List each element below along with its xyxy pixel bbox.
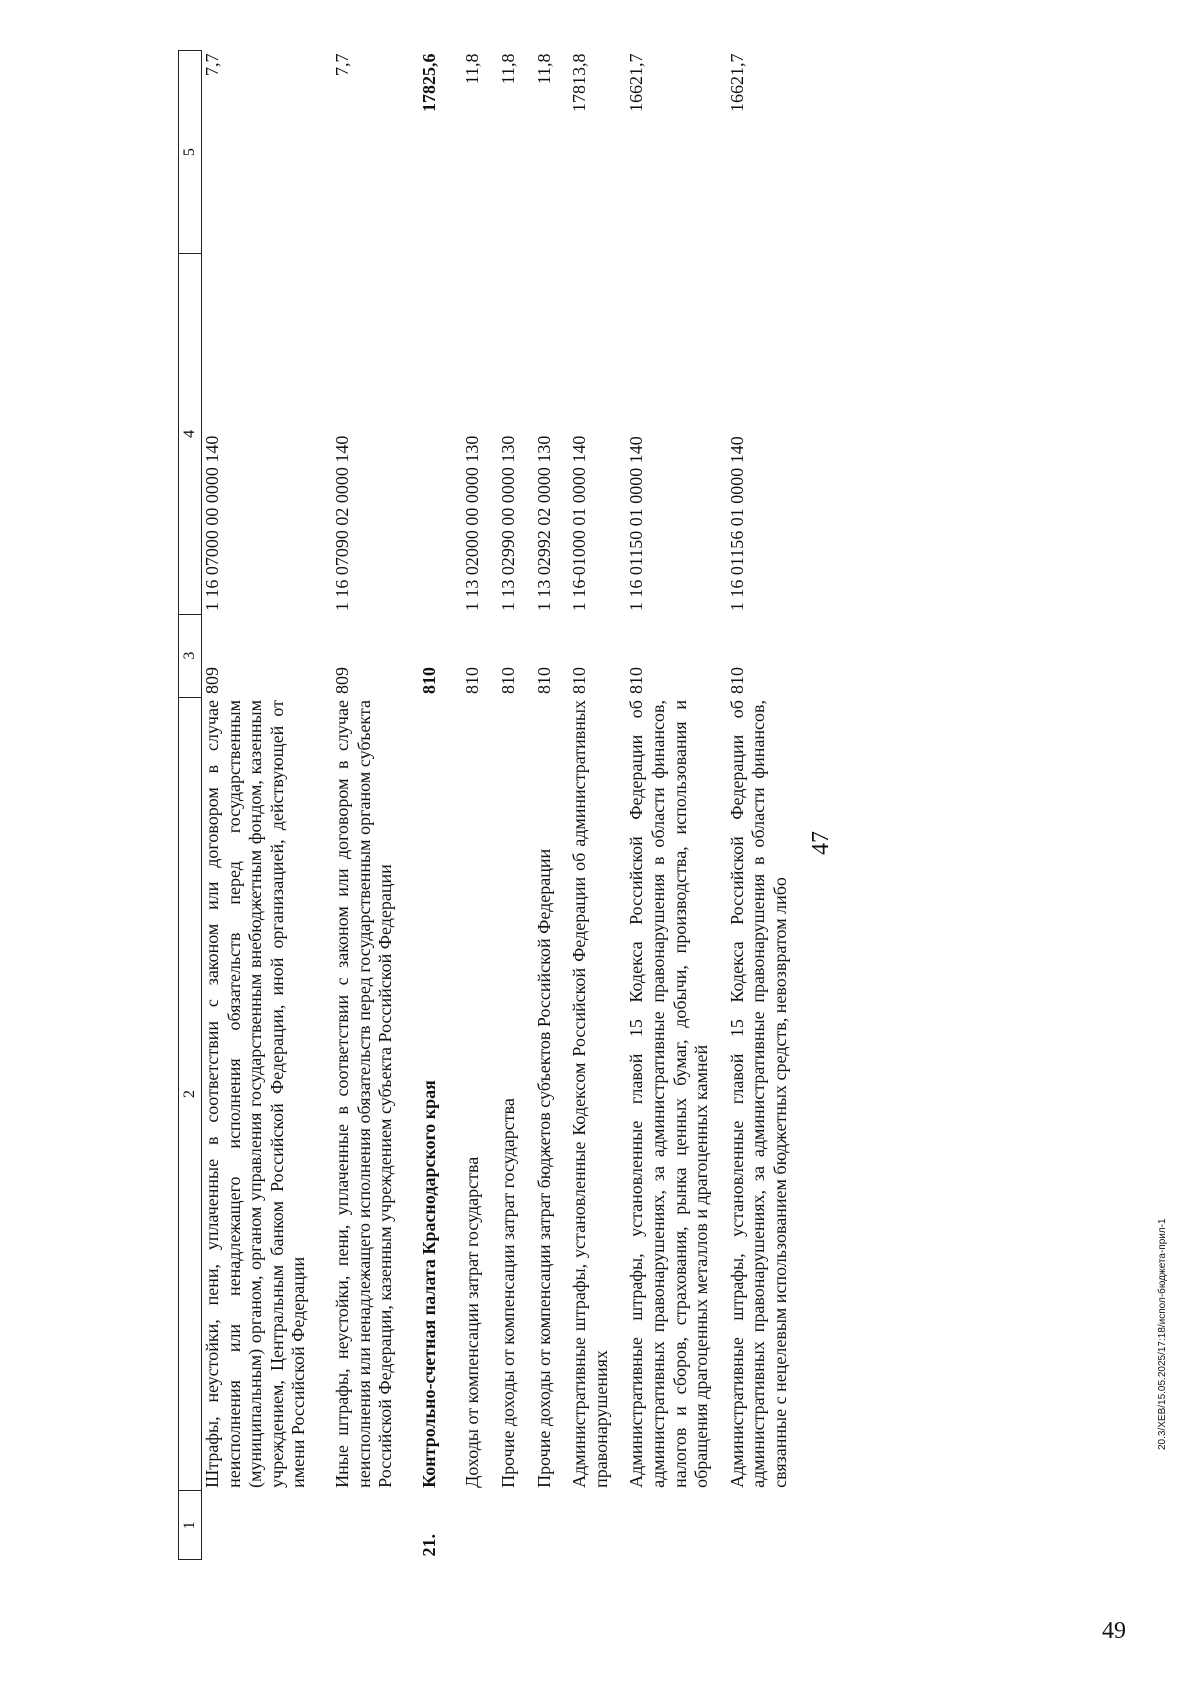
- budget-code-cell: 1 16 07090 02 0000 140: [331, 435, 352, 612]
- table-row: [498, 51, 520, 1560]
- footer-code: [1157, 1218, 1168, 1460]
- admin-code-cell: 809: [331, 667, 352, 695]
- budget-code-cell: 1 13 02992 02 0000 130: [533, 435, 554, 612]
- description-cell: Административные штрафы, установленные главой 15 Кодекса Российской Федерации об административных правонарушениях, за административные правонарушения в области финансов, налогов и сборов, страхования, рынка ценных бумаг, добычи, производства, использования и обращения драгоценных металлов и драгоценных камней: [626, 700, 712, 1488]
- amount-cell: 11,8: [462, 53, 483, 85]
- row-spacer: [520, 51, 534, 1560]
- row-spacer: [397, 51, 419, 1560]
- row-number-cell: [498, 1491, 520, 1560]
- table-row: [534, 51, 556, 1560]
- row-spacer: [713, 51, 727, 1560]
- row-number-cell: [332, 1491, 397, 1560]
- amount-cell: 16621,7: [626, 53, 647, 112]
- description-cell: Административные штрафы, установленные главой 15 Кодекса Российской Федерации об административных правонарушениях, за административные правонарушения в области финансов, связанные с нецелевым использованием бюджетных средств, невозвратом либо: [726, 700, 790, 1488]
- amount-cell: 17825,6: [418, 53, 439, 112]
- row-spacer: [555, 51, 569, 1560]
- column-header: 3: [179, 614, 202, 697]
- row-number-cell: [626, 1491, 712, 1560]
- description-cell: Контрольно-счетная палата Краснодарского края: [418, 1080, 439, 1488]
- table-header-row: [179, 51, 202, 1560]
- amount-cell: 17813,8: [569, 53, 590, 112]
- table-row: [462, 51, 484, 1560]
- amount-cell: 7,7: [331, 53, 352, 76]
- budget-code-cell: 1 16 01000 01 0000 140: [569, 435, 590, 612]
- row-number-cell: [202, 1491, 310, 1560]
- amount-cell: 11,8: [497, 53, 518, 85]
- table-row: [419, 51, 441, 1560]
- table-row: [569, 51, 612, 1560]
- row-spacer: [310, 51, 332, 1560]
- rotated-page: [178, 50, 1078, 1560]
- budget-code-cell: [419, 254, 441, 614]
- sheet-number: 47: [808, 831, 834, 855]
- description-cell: Прочие доходы от компенсации затрат бюджетов субъектов Российской Федерации: [533, 848, 554, 1488]
- footer-code-text: 20.3/ХЕВ/15.05.2025/17:18/испол-бюджета-прил-1: [1157, 1218, 1168, 1450]
- description-cell: Прочие доходы от компенсации затрат государства: [497, 1098, 518, 1488]
- description-cell: Доходы от компенсации затрат государства: [462, 1156, 483, 1488]
- admin-code-cell: 809: [202, 667, 222, 695]
- admin-code-cell: 810: [462, 667, 483, 695]
- admin-code-cell: 810: [626, 667, 647, 695]
- page-number: 49: [1102, 1618, 1126, 1644]
- admin-code-cell: 810: [569, 667, 590, 695]
- description-cell: Иные штрафы, неустойки, пени, уплаченные в соответствии с законом или договором в случае неисполнения или ненадлежащего исполнения обязательств перед государственным органом субъекта Российской Федерации, казенным учреждением субъекта Российской Федерации: [331, 700, 396, 1488]
- row-number-cell: [462, 1491, 484, 1560]
- revenue-table: [178, 50, 791, 1560]
- admin-code-cell: 810: [497, 667, 518, 695]
- amount-cell: 7,7: [202, 53, 222, 76]
- column-header: 2: [179, 697, 202, 1491]
- description-cell: Административные штрафы, установленные Кодексом Российской Федерации об административных правонарушениях: [569, 700, 611, 1488]
- admin-code-cell: 810: [726, 667, 747, 695]
- row-spacer: [440, 51, 462, 1560]
- table-row: [202, 51, 310, 1560]
- row-number-cell: 21.: [418, 1534, 439, 1557]
- row-number-cell: [534, 1491, 556, 1560]
- budget-code-cell: 1 16 01156 01 0000 140: [726, 436, 747, 612]
- amount-cell: 16621,7: [726, 53, 747, 112]
- description-cell: Штрафы, неустойки, пени, уплаченные в соответствии с законом или договором в случае неисполнения или ненадлежащего исполнения обязательств перед государственным (муниципальным) органом, органом управления государственным внебюджетным фондом, казенным учреждением, Центральным банком Российской Федерации, иной организацией, действующей от имени Российской Федерации: [202, 700, 309, 1488]
- table-row: [727, 51, 792, 1560]
- table-row: [332, 51, 397, 1560]
- budget-code-cell: 1 16 01150 01 0000 140: [626, 436, 647, 612]
- column-header: 1: [179, 1491, 202, 1560]
- column-header: 5: [179, 51, 202, 254]
- admin-code-cell: 810: [533, 667, 554, 695]
- budget-code-cell: 1 13 02990 00 0000 130: [497, 435, 518, 612]
- row-number-cell: [727, 1491, 792, 1560]
- admin-code-cell: 810: [418, 667, 439, 695]
- column-header: 4: [179, 254, 202, 614]
- table-row: [626, 51, 712, 1560]
- row-number-cell: [569, 1491, 612, 1560]
- row-spacer: [612, 51, 626, 1560]
- budget-code-cell: 1 16 07000 00 0000 140: [202, 435, 222, 612]
- row-spacer: [484, 51, 498, 1560]
- amount-cell: 11,8: [533, 53, 554, 85]
- budget-code-cell: 1 13 02000 00 0000 130: [462, 435, 483, 612]
